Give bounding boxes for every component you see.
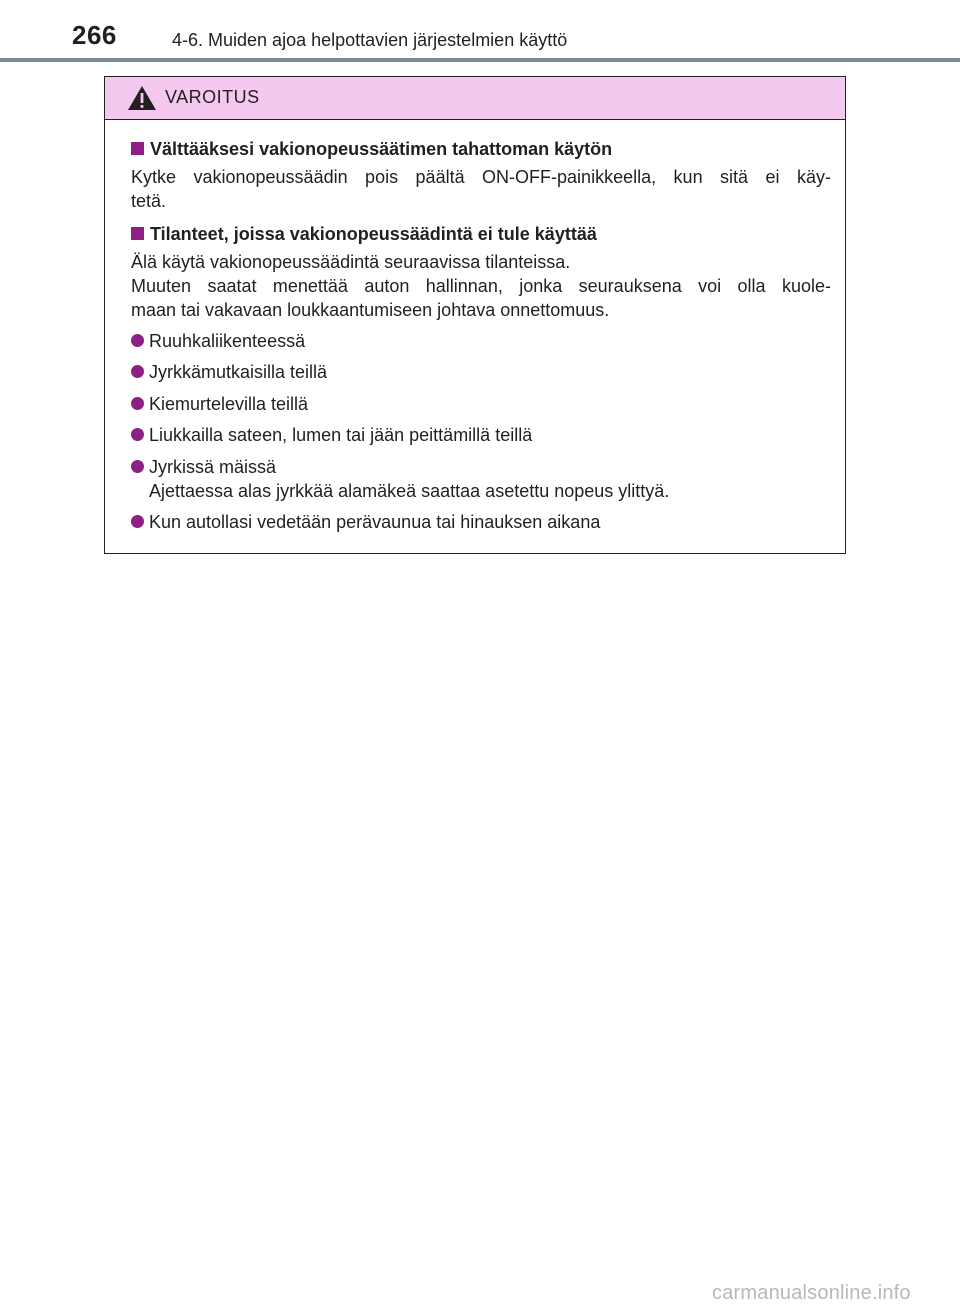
warning-triangle-icon <box>127 85 157 111</box>
warning-label: VAROITUS <box>165 87 260 107</box>
section-heading-text: Välttääksesi vakionopeussäätimen tahattoman käytön <box>150 139 613 159</box>
square-bullet-icon <box>131 142 144 155</box>
list-item-text: Jyrkkämutkaisilla teillä <box>149 362 328 382</box>
warning-header <box>105 77 845 120</box>
list-item-text: Ruuhkaliikenteessä <box>149 331 306 351</box>
watermark: carmanualsonline.info <box>712 1282 911 1304</box>
page-header <box>0 0 960 62</box>
list-item <box>131 329 305 353</box>
list-item-subtext: Ajettaessa alas jyrkkää alamäkeä saattaa asetettu nopeus ylittyä. <box>149 481 670 501</box>
list-item-text: Jyrkissä mäissä <box>149 457 277 477</box>
list-item <box>131 360 327 384</box>
round-bullet-icon <box>131 334 144 347</box>
header-rule <box>0 58 960 62</box>
paragraph-line: Kytke vakionopeussäädin pois päältä ON-OFF-painikkeella, kun sitä ei käy- <box>131 167 831 187</box>
list-item-text: Liukkailla sateen, lumen tai jään peittämillä teillä <box>149 425 533 445</box>
round-bullet-icon <box>131 428 144 441</box>
section-heading <box>131 222 597 246</box>
round-bullet-icon <box>131 397 144 410</box>
page-number: 266 <box>72 20 117 50</box>
section-title: 4-6. Muiden ajoa helpottavien järjestelmien käyttö <box>172 30 568 50</box>
list-item-text: Kiemurtelevilla teillä <box>149 394 309 414</box>
section-heading <box>131 137 612 161</box>
list-item <box>131 510 600 534</box>
list-item <box>131 392 308 416</box>
paragraph <box>131 250 831 322</box>
list-item-text: Kun autollasi vedetään perävaunua tai hinauksen aikana <box>149 512 601 532</box>
paragraph <box>131 165 831 213</box>
list-item <box>131 423 532 447</box>
square-bullet-icon <box>131 227 144 240</box>
list-item <box>131 455 276 479</box>
round-bullet-icon <box>131 460 144 473</box>
round-bullet-icon <box>131 365 144 378</box>
paragraph-line: tetä. <box>131 191 167 211</box>
section-heading-text: Tilanteet, joissa vakionopeussäädintä ei tule käyttää <box>150 224 597 244</box>
paragraph-line: Muuten saatat menettää auton hallinnan, jonka seurauksena voi olla kuole- <box>131 276 831 296</box>
warning-box <box>104 76 846 554</box>
round-bullet-icon <box>131 515 144 528</box>
paragraph-line: Älä käytä vakionopeussäädintä seuraavissa tilanteissa. <box>131 252 571 272</box>
paragraph-line: maan tai vakavaan loukkaantumiseen johtava onnettomuus. <box>131 300 610 320</box>
